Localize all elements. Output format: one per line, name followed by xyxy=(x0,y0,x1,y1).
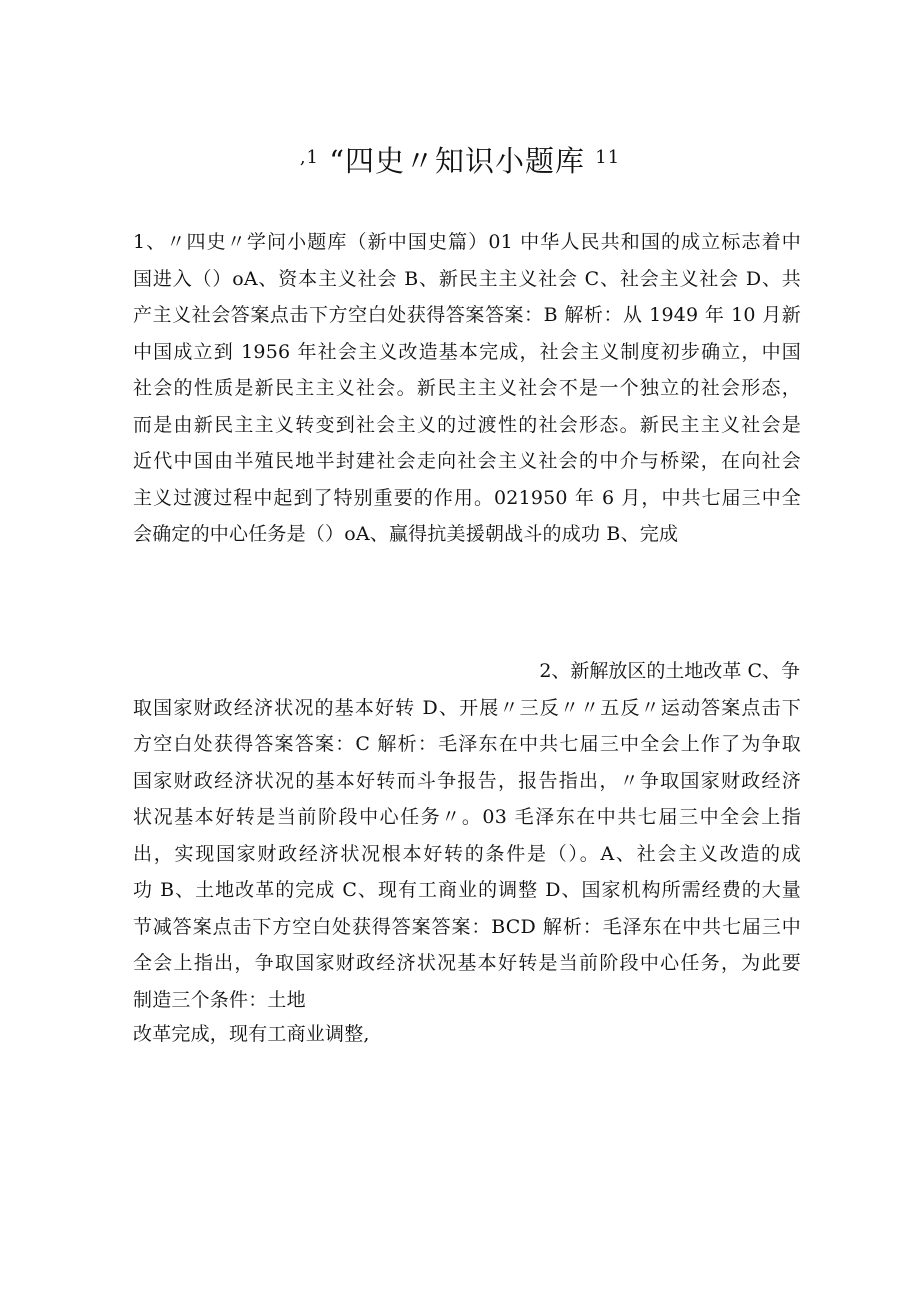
paragraph-line: 节减答案点击下方空白处获得答案答案：BCD 解析：毛泽东在中共七届三中 xyxy=(133,915,801,938)
page-title xyxy=(0,138,920,181)
paragraph-line: 社会的性质是新民主主义社会。新民主主义社会不是一个独立的社会形态， xyxy=(133,377,801,399)
paragraph-2 xyxy=(133,690,801,1019)
paragraph-line: 出，实现国家财政经济状况根本好转的条件是（）。A、社会主义改造的成 xyxy=(133,842,801,865)
paragraph-line: 改革完成，现有工商业调整, xyxy=(133,1023,370,1045)
paragraph-line: 产主义社会答案点击下方空白处获得答案答案：B 解析：从 1949 年 10 月新 xyxy=(133,304,801,326)
paragraph-line: 主义过渡过程中起到了特别重要的作用。021950 年 6 月，中共七届三中全 xyxy=(133,486,801,509)
paragraph-line: 功 B、土地改革的完成 C、现有工商业的调整 D、国家机构所需经费的大量 xyxy=(133,879,801,901)
paragraph-line: 1、〃四史〃学问小题库（新中国史篇）01 中华人民共和国的成立标志着中 xyxy=(133,231,801,253)
paragraph-line: 会确定的中心任务是（）oA、赢得抗美援朝战斗的成功 B、完成 xyxy=(133,523,679,545)
paragraph-line: 制造三个条件：土地 xyxy=(133,988,306,1011)
paragraph-1 xyxy=(133,224,801,553)
paragraph-line: 国家财政经济状况的基本好转而斗争报告，报告指出，〃争取国家财政经济 xyxy=(133,769,801,792)
paragraph-line: 取国家财政经济状况的基本好转 D、开展〃三反〃〃五反〃运动答案点击下 xyxy=(133,696,801,719)
paragraph-line: 状况基本好转是当前阶段中心任务〃。03 毛泽东在中共七届三中全会上指 xyxy=(133,806,801,828)
paragraph-line: 全会上指出，争取国家财政经济状况基本好转是当前阶段中心任务，为此要 xyxy=(133,952,801,974)
title-prefix: ,1 xyxy=(299,147,319,168)
paragraph-line: 中国成立到 1956 年社会主义改造基本完成，社会主义制度初步确立，中国 xyxy=(133,340,801,363)
paragraph-2-first-line: 2、新解放区的土地改革 C、争 xyxy=(539,660,800,682)
paragraph-3 xyxy=(133,1016,801,1053)
title-main: “四史〃知识小题库 xyxy=(329,144,586,178)
paragraph-line: 近代中国由半殖民地半封建社会走向社会主义社会的中介与桥梁，在向社会 xyxy=(133,450,801,472)
paragraph-line: 而是由新民主主义转变到社会主义的过渡性的社会形态。新民主主义社会是 xyxy=(133,413,801,436)
paragraph-line: 国进入（）oA、资本主义社会 B、新民主主义社会 C、社会主义社会 D、共 xyxy=(133,267,801,290)
paragraph-line: 方空白处获得答案答案：C 解析：毛泽东在中共七届三中全会上作了为争取 xyxy=(133,733,801,755)
title-suffix: 11 xyxy=(595,147,621,168)
